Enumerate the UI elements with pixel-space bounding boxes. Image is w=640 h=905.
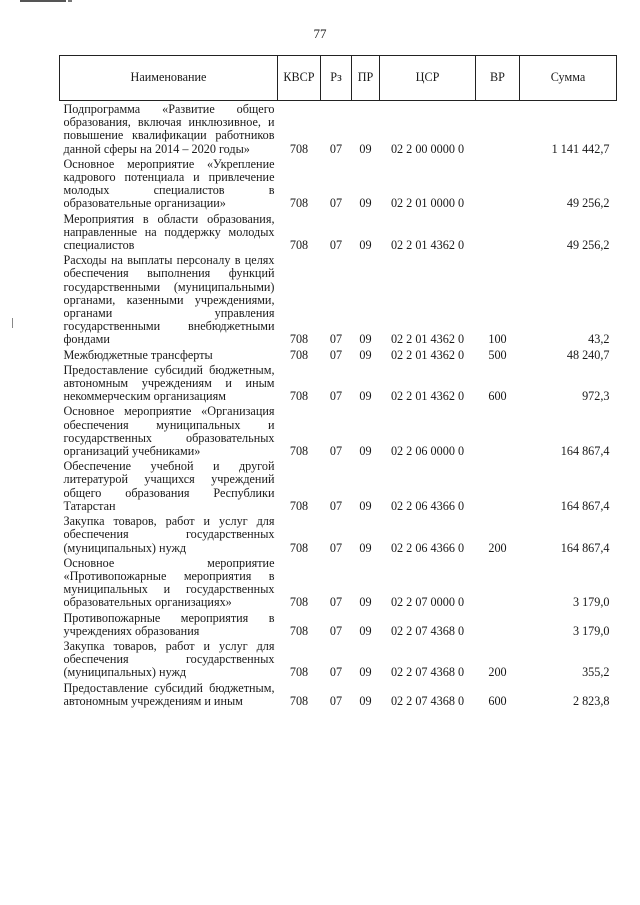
row-vr: 200: [488, 540, 507, 555]
table-row: [60, 252, 617, 346]
row-kvsr: 708: [289, 141, 309, 156]
row-pr: 09: [359, 196, 372, 211]
row-kvsr: 708: [289, 238, 309, 253]
row-csr: 02 2 01 4362 0: [390, 238, 465, 253]
row-vr: 200: [488, 665, 507, 680]
row-csr: 02 2 01 4362 0: [390, 347, 465, 362]
row-sum: 355,2: [582, 665, 610, 680]
table-row: [60, 513, 617, 555]
row-pr: 09: [359, 141, 372, 156]
row-csr: 02 2 06 0000 0: [390, 444, 465, 459]
row-kvsr: 708: [289, 389, 309, 404]
row-name: Межбюджетные трансферты: [63, 347, 213, 362]
row-vr: [476, 555, 520, 610]
row-sum: 3 179,0: [572, 595, 610, 610]
row-rz: 07: [329, 444, 343, 459]
row-vr: 600: [488, 389, 507, 404]
budget-table: [59, 55, 617, 708]
table-row: [60, 403, 617, 458]
table-header-row: [60, 56, 617, 101]
row-rz: 07: [329, 332, 343, 347]
row-name: Подпрограмма «Развитие общего образования, включая инклюзивное, и повышение квалификации работников данной сферы на 2014 – 2020 годы»: [63, 102, 275, 156]
row-pr: 09: [359, 693, 372, 708]
table-row: [60, 101, 617, 156]
row-vr: [476, 610, 520, 638]
table-row: [60, 458, 617, 513]
row-name: Мероприятия в области образования, направленные на поддержку молодых специалистов: [63, 211, 275, 253]
row-name: Основное мероприятие «Противопожарные мероприятия в муниципальных и государственных образовательных организациях»: [63, 555, 275, 610]
row-kvsr: 708: [289, 196, 309, 211]
row-name: Противопожарные мероприятия в учреждениях образования: [63, 610, 275, 638]
row-kvsr: 708: [289, 665, 309, 680]
row-csr: 02 2 06 4366 0: [390, 498, 465, 513]
row-sum: 48 240,7: [566, 347, 610, 362]
row-kvsr: 708: [289, 693, 309, 708]
row-pr: 09: [359, 347, 372, 362]
header-rz: Рз: [321, 56, 352, 101]
row-name: Предоставление субсидий бюджетным, автономным учреждениям и иным некоммерческим организациям: [63, 362, 275, 404]
row-sum: 1 141 442,7: [551, 141, 610, 156]
row-csr: 02 2 07 4368 0: [390, 665, 465, 680]
table-row: [60, 638, 617, 680]
table-row: [60, 156, 617, 211]
row-name: Расходы на выплаты персоналу в целях обеспечения выполнения функций государственными (муниципальными) органами, казенными учреждениями, органами управления государственными внебюджетными фондами: [63, 253, 275, 347]
row-vr: 600: [488, 693, 507, 708]
page-number: 77: [313, 26, 327, 41]
row-kvsr: 708: [289, 332, 309, 347]
row-kvsr: 708: [289, 347, 309, 362]
row-sum: 164 867,4: [560, 540, 610, 555]
row-name: Обеспечение учебной и другой литературой учащихся учреждений общего образования Республики Татарстан: [63, 459, 275, 513]
row-kvsr: 708: [289, 595, 309, 610]
row-rz: 07: [329, 693, 343, 708]
header-kvsr: КВСР: [278, 56, 321, 101]
row-sum: 3 179,0: [572, 623, 610, 638]
row-pr: 09: [359, 389, 372, 404]
row-kvsr: 708: [289, 444, 309, 459]
header-pr: ПР: [352, 56, 380, 101]
row-kvsr: 708: [289, 623, 309, 638]
header-name: Наименование: [60, 56, 278, 101]
header-csr: ЦСР: [380, 56, 476, 101]
row-rz: 07: [329, 141, 343, 156]
row-csr: 02 2 01 4362 0: [390, 389, 465, 404]
row-vr: [476, 101, 520, 156]
row-pr: 09: [359, 238, 372, 253]
row-pr: 09: [359, 540, 372, 555]
row-name: Предоставление субсидий бюджетным, автономным учреждениям и иным: [63, 680, 275, 708]
row-rz: 07: [329, 196, 343, 211]
row-name: Основное мероприятие «Укрепление кадрового потенциала и привлечение молодых специалистов в образовательные организации»: [63, 156, 275, 211]
header-vr: ВР: [476, 56, 520, 101]
row-pr: 09: [359, 444, 372, 459]
table-row: [60, 555, 617, 610]
row-csr: 02 2 00 0000 0: [390, 141, 465, 156]
row-vr: 500: [488, 347, 507, 362]
row-sum: 164 867,4: [560, 498, 610, 513]
row-csr: 02 2 07 0000 0: [390, 595, 465, 610]
row-rz: 07: [329, 389, 343, 404]
row-vr: [476, 403, 520, 458]
row-sum: 164 867,4: [560, 444, 610, 459]
row-name: Закупка товаров, работ и услуг для обеспечения государственных (муниципальных) нужд: [63, 514, 275, 555]
row-csr: 02 2 01 0000 0: [390, 196, 465, 211]
row-rz: 07: [329, 623, 343, 638]
row-pr: 09: [359, 623, 372, 638]
scan-artifact-line: [20, 0, 66, 2]
row-name: Закупка товаров, работ и услуг для обеспечения государственных (муниципальных) нужд: [63, 638, 275, 680]
table-row: [60, 680, 617, 708]
row-pr: 09: [359, 498, 372, 513]
row-rz: 07: [329, 238, 343, 253]
row-sum: 49 256,2: [566, 196, 610, 211]
row-rz: 07: [329, 347, 343, 362]
row-pr: 09: [359, 665, 372, 680]
row-rz: 07: [329, 665, 343, 680]
table-row: [60, 347, 617, 362]
row-sum: 2 823,8: [572, 693, 610, 708]
row-rz: 07: [329, 498, 343, 513]
row-pr: 09: [359, 595, 372, 610]
row-sum: 972,3: [582, 389, 610, 404]
row-vr: [476, 211, 520, 253]
scan-artifact-dot: [68, 0, 72, 2]
row-kvsr: 708: [289, 540, 309, 555]
row-csr: 02 2 07 4368 0: [390, 623, 465, 638]
row-vr: 100: [488, 332, 507, 347]
row-rz: 07: [329, 595, 343, 610]
row-vr: [476, 156, 520, 211]
table-row: [60, 610, 617, 638]
row-csr: 02 2 01 4362 0: [390, 332, 465, 347]
row-rz: 07: [329, 540, 343, 555]
row-pr: 09: [359, 332, 372, 347]
table-row: [60, 362, 617, 404]
row-kvsr: 708: [289, 498, 309, 513]
row-sum: 43,2: [588, 332, 610, 347]
row-csr: 02 2 06 4366 0: [390, 540, 465, 555]
scan-artifact-side-mark: [12, 318, 13, 328]
table-row: [60, 211, 617, 253]
row-name: Основное мероприятие «Организация обеспечения муниципальных и государственных образовательных организаций учебниками»: [63, 404, 275, 459]
header-sum: Сумма: [520, 56, 617, 101]
row-csr: 02 2 07 4368 0: [390, 693, 465, 708]
row-sum: 49 256,2: [566, 238, 610, 253]
row-vr: [476, 458, 520, 513]
